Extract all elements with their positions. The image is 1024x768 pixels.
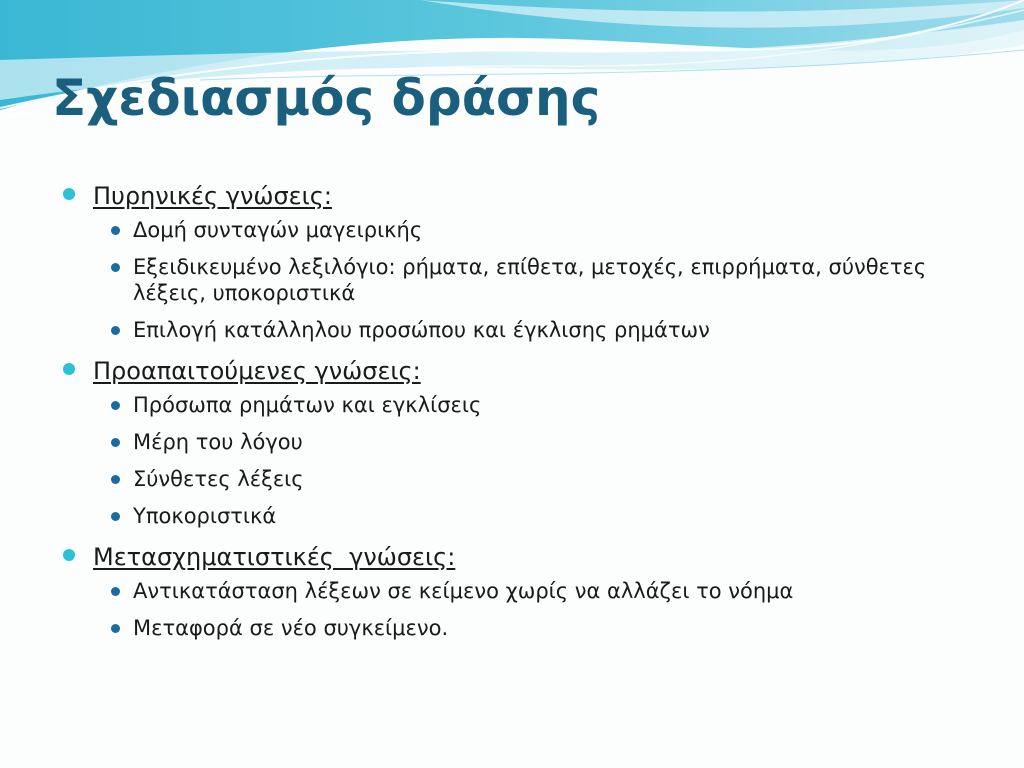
section-core-knowledge: [60, 179, 980, 343]
bullet-dot-icon: [111, 512, 120, 521]
bullet-dot-icon: [111, 624, 120, 633]
sub-bullet-text: Υποκοριστικά: [133, 504, 277, 528]
bullet-dot-icon: [111, 326, 120, 335]
bullet-dot-icon: [63, 363, 75, 375]
sub-bullet-text: Μέρη του λόγου: [133, 430, 303, 454]
sub-bullet-list: [60, 578, 980, 641]
sub-bullet-list: [60, 392, 980, 529]
sub-bullet: [60, 578, 980, 604]
sub-bullet: [60, 317, 980, 343]
section-heading: Πυρηνικές γνώσεις:: [93, 182, 332, 210]
section-prerequisite-knowledge: [60, 354, 980, 529]
level1-bullet: [60, 179, 980, 213]
section-heading: Μετασχηματιστικές γνώσεις:: [93, 543, 456, 571]
sub-bullet-text: Σύνθετες λέξεις: [133, 467, 304, 491]
sub-bullet: [60, 254, 980, 306]
section-transformative-knowledge: [60, 540, 980, 641]
bullet-dot-icon: [111, 587, 120, 596]
bullet-content: [60, 176, 980, 652]
slide-title: Σχεδιασμός δράσης: [52, 69, 601, 127]
sub-bullet-text: Εξειδικευμένο λεξιλόγιο: ρήματα, επίθετα, μετοχές, επιρρήματα, σύνθετες λέξεις, υποκοριστικά: [133, 255, 927, 305]
bullet-dot-icon: [111, 263, 120, 272]
section-heading: Προαπαιτούμενες γνώσεις:: [93, 357, 421, 385]
level1-bullet: [60, 354, 980, 388]
sub-bullet: [60, 503, 980, 529]
bullet-dot-icon: [111, 401, 120, 410]
sub-bullet: [60, 466, 980, 492]
sub-bullet-text: Μεταφορά σε νέο συγκείμενο.: [133, 616, 449, 640]
bullet-dot-icon: [111, 475, 120, 484]
bullet-dot-icon: [63, 549, 75, 561]
bullet-dot-icon: [63, 188, 75, 200]
sub-bullet: [60, 217, 980, 243]
sub-bullet: [60, 615, 980, 641]
bullet-dot-icon: [111, 226, 120, 235]
sub-bullet-text: Επιλογή κατάλληλου προσώπου και έγκλισης ρημάτων: [133, 318, 710, 342]
sub-bullet: [60, 429, 980, 455]
bullet-dot-icon: [111, 438, 120, 447]
sub-bullet-text: Δομή συνταγών μαγειρικής: [133, 218, 423, 242]
level1-bullet: [60, 540, 980, 574]
sub-bullet-list: [60, 217, 980, 343]
sub-bullet-text: Αντικατάσταση λέξεων σε κείμενο χωρίς να αλλάζει το νόημα: [133, 579, 794, 603]
sub-bullet: [60, 392, 980, 418]
sub-bullet-text: Πρόσωπα ρημάτων και εγκλίσεις: [133, 393, 482, 417]
